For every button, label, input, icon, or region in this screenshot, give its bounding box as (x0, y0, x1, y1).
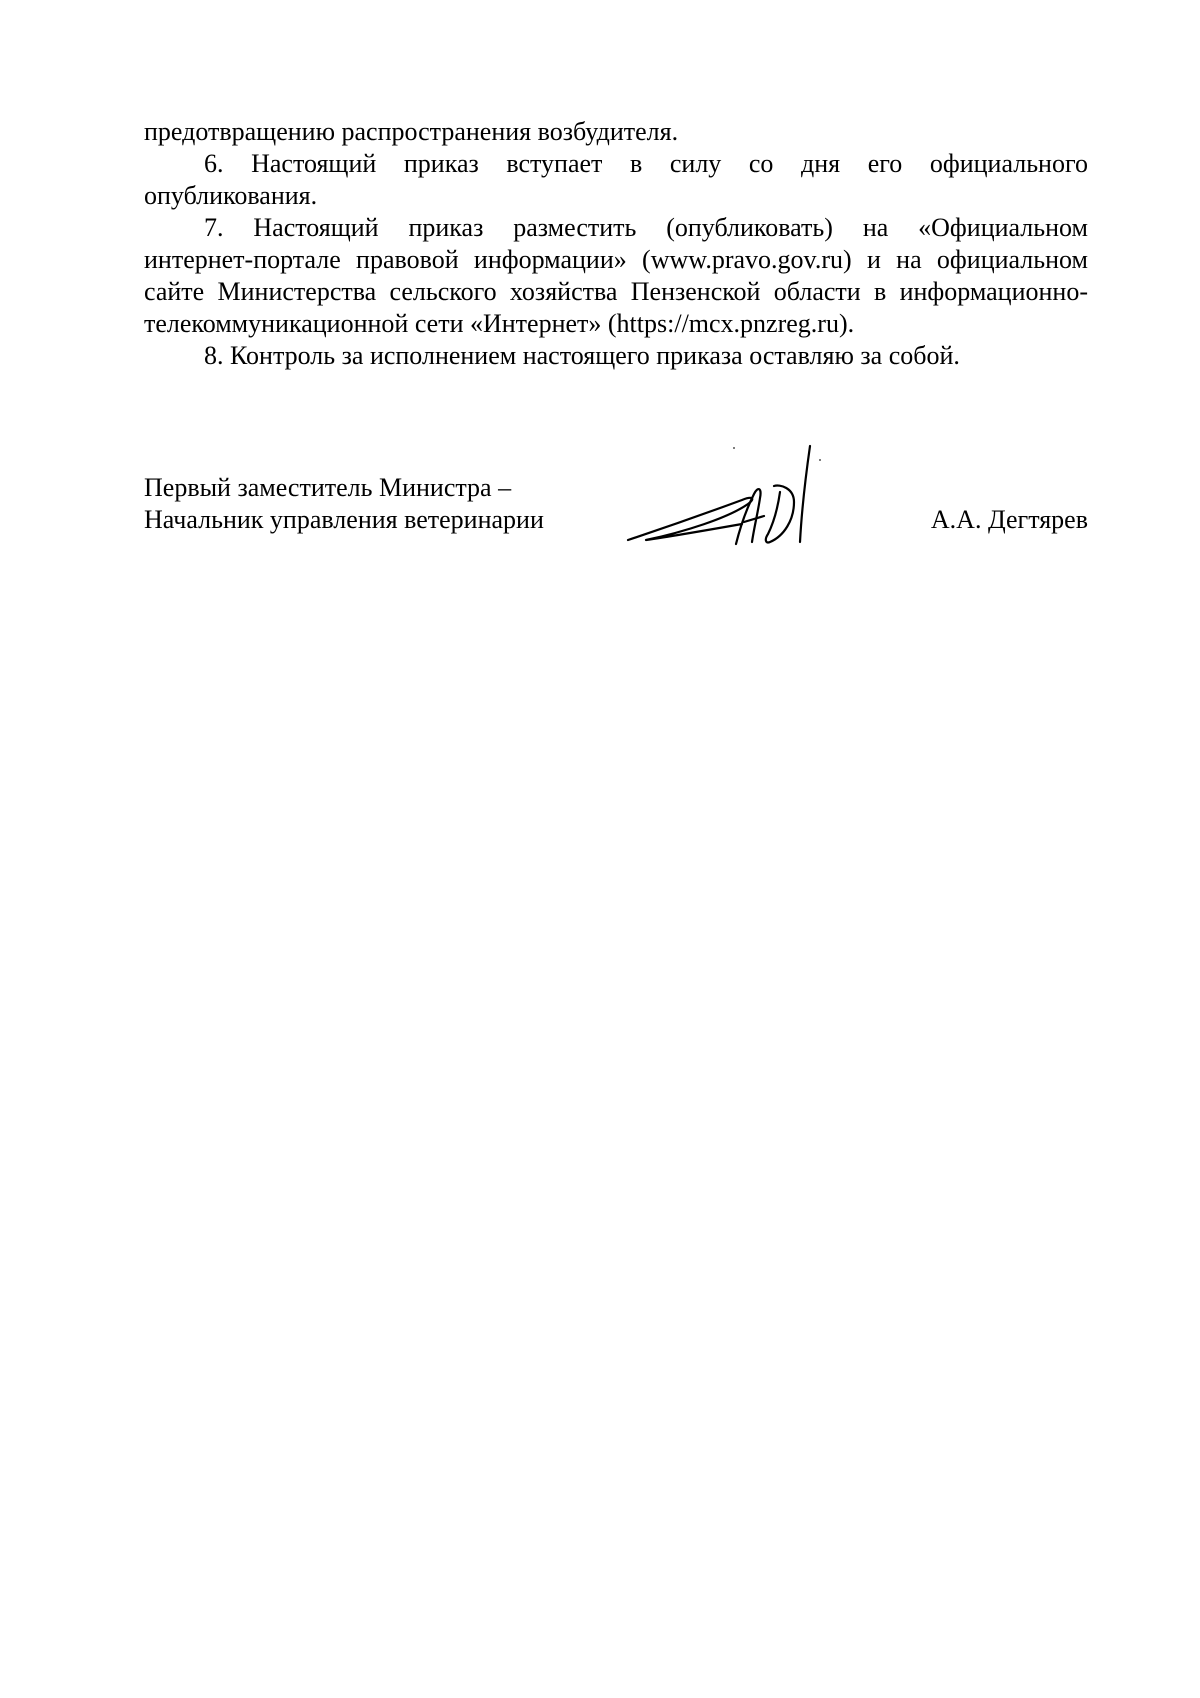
paragraph-5-tail (144, 116, 1088, 148)
signatory-position-line-2: Начальник управления ветеринарии (144, 505, 544, 534)
text-line: 6. Настоящий приказ вступает в силу со дня его официального (204, 149, 1088, 178)
signatory-position-line-1: Первый заместитель Министра – (144, 473, 512, 502)
text-line: опубликования. (144, 181, 318, 210)
handwritten-signature (624, 444, 824, 554)
paragraph-6 (144, 148, 1088, 212)
text-line: предотвращению распространения возбудителя. (144, 117, 679, 146)
signature-block (144, 472, 1088, 542)
text-line: интернет-портале правовой информации» (www.pravo.gov.ru) и на официальном (144, 245, 1088, 274)
text-line: 8. Контроль за исполнением настоящего приказа оставляю за собой. (204, 341, 960, 370)
text-line: телекоммуникационной сети «Интернет» (https://mcx.pnzreg.ru). (144, 309, 855, 338)
paragraph-7 (144, 212, 1088, 340)
paragraph-8 (144, 340, 1088, 372)
text-line: 7. Настоящий приказ разместить (опубликовать) на «Официальном (204, 213, 1088, 242)
signatory-name: А.А. Дегтярев (930, 505, 1088, 534)
text-line: сайте Министерства сельского хозяйства Пензенской области в информационно- (144, 277, 1088, 306)
document-body (144, 116, 1088, 372)
